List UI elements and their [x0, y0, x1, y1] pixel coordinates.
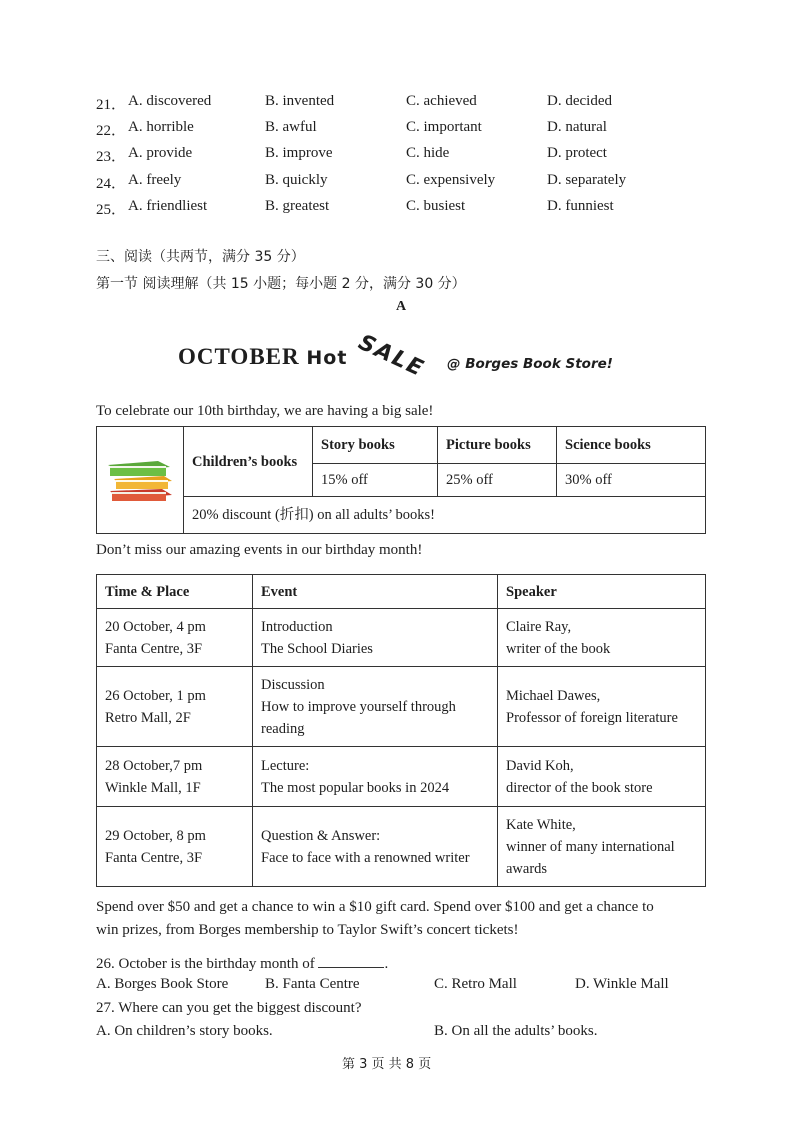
- picture-books-discount: 25% off: [438, 464, 557, 497]
- header-picture-books: Picture books: [438, 427, 557, 464]
- q27-stem: 27. Where can you get the biggest discount?: [96, 1000, 362, 1016]
- option-b: B. greatest: [265, 198, 330, 214]
- option-d: D. funniest: [547, 198, 614, 214]
- events-intro: Don’t miss our amazing events in our birthday month!: [96, 542, 423, 558]
- science-books-discount: 30% off: [557, 464, 706, 497]
- table-row: [97, 807, 706, 887]
- q27-option-a: A. On children’s story books.: [96, 1023, 273, 1039]
- q-number: 23．: [96, 149, 127, 165]
- ad-title-store: @ Borges Book Store!: [447, 356, 613, 372]
- q-number: 25．: [96, 202, 127, 218]
- table-row: [97, 747, 706, 807]
- header-story-books: Story books: [313, 427, 438, 464]
- time-place-cell: 29 October, 8 pm Fanta Centre, 3F: [97, 807, 253, 887]
- time-place-cell: 28 October,7 pm Winkle Mall, 1F: [97, 747, 253, 807]
- story-books-discount: 15% off: [313, 464, 438, 497]
- header-speaker: Speaker: [498, 575, 706, 609]
- option-c: C. expensively: [406, 172, 496, 188]
- option-c: C. important: [406, 119, 482, 135]
- children-books-label: Children’s books: [184, 427, 313, 497]
- header-science-books: Science books: [557, 427, 706, 464]
- q-number: 21．: [96, 97, 127, 113]
- q26-stem: 26. October is the birthday month of .: [96, 953, 388, 973]
- q26-option-c: C. Retro Mall: [434, 976, 517, 992]
- option-c: C. hide: [406, 145, 450, 161]
- q26-option-b: B. Fanta Centre: [265, 976, 360, 992]
- option-b: B. invented: [265, 93, 335, 109]
- speaker-cell: Claire Ray, writer of the book: [498, 609, 706, 667]
- question-23: [96, 145, 696, 167]
- time-place-cell: 26 October, 1 pm Retro Mall, 2F: [97, 667, 253, 747]
- ad-title-october: OCTOBER Hot: [178, 344, 348, 369]
- q26-option-a: A. Borges Book Store: [96, 976, 229, 992]
- option-a: A. provide: [128, 145, 193, 161]
- option-a: A. horrible: [128, 119, 194, 135]
- table-row: [97, 609, 706, 667]
- q-number: 24．: [96, 176, 127, 192]
- q-number: 22．: [96, 123, 127, 139]
- stack-of-books-icon: [102, 449, 178, 505]
- event-cell: Discussion How to improve yourself through reading: [253, 667, 498, 747]
- answer-blank: [318, 953, 384, 968]
- question-22: [96, 119, 696, 141]
- table-row: [97, 667, 706, 747]
- section-title: 三、阅读（共两节，满分 35 分）: [96, 249, 305, 265]
- subsection-title: 第一节 阅读理解（共 15 小题；每小题 2 分，满分 30 分）: [96, 276, 466, 292]
- promo-line-2: win prizes, from Borges membership to Taylor Swift’s concert tickets!: [96, 922, 519, 938]
- option-b: B. quickly: [265, 172, 328, 188]
- adults-discount-note: 20% discount (折扣) on all adults’ books!: [184, 497, 706, 534]
- option-a: A. discovered: [128, 93, 212, 109]
- events-table: [96, 574, 706, 887]
- option-a: A. freely: [128, 172, 182, 188]
- time-place-cell: 20 October, 4 pm Fanta Centre, 3F: [97, 609, 253, 667]
- speaker-cell: David Koh, director of the book store: [498, 747, 706, 807]
- speaker-cell: Kate White, winner of many international awards: [498, 807, 706, 887]
- books-image-cell: [97, 427, 184, 534]
- option-d: D. decided: [547, 93, 612, 109]
- option-b: B. awful: [265, 119, 317, 135]
- q26-option-d: D. Winkle Mall: [575, 976, 669, 992]
- passage-label: A: [396, 299, 407, 314]
- header-event: Event: [253, 575, 498, 609]
- question-25: [96, 198, 696, 220]
- option-c: C. busiest: [406, 198, 466, 214]
- intro-text: To celebrate our 10th birthday, we are having a big sale!: [96, 403, 434, 419]
- speaker-cell: Michael Dawes, Professor of foreign literature: [498, 667, 706, 747]
- question-21: [96, 93, 696, 115]
- option-c: C. achieved: [406, 93, 477, 109]
- event-cell: Question & Answer: Face to face with a renowned writer: [253, 807, 498, 887]
- promo-line-1: Spend over $50 and get a chance to win a $10 gift card. Spend over $100 and get a chance to: [96, 899, 654, 915]
- event-cell: Introduction The School Diaries: [253, 609, 498, 667]
- option-d: D. separately: [547, 172, 627, 188]
- question-24: [96, 172, 696, 194]
- discount-table: [96, 426, 706, 534]
- q27-option-b: B. On all the adults’ books.: [434, 1023, 598, 1039]
- ad-title-sale: SALE: [354, 330, 429, 383]
- option-d: D. protect: [547, 145, 607, 161]
- event-cell: Lecture: The most popular books in 2024: [253, 747, 498, 807]
- header-time-place: Time & Place: [97, 575, 253, 609]
- option-b: B. improve: [265, 145, 333, 161]
- page-footer: 第 3 页 共 8 页: [342, 1057, 432, 1072]
- option-a: A. friendliest: [128, 198, 208, 214]
- option-d: D. natural: [547, 119, 607, 135]
